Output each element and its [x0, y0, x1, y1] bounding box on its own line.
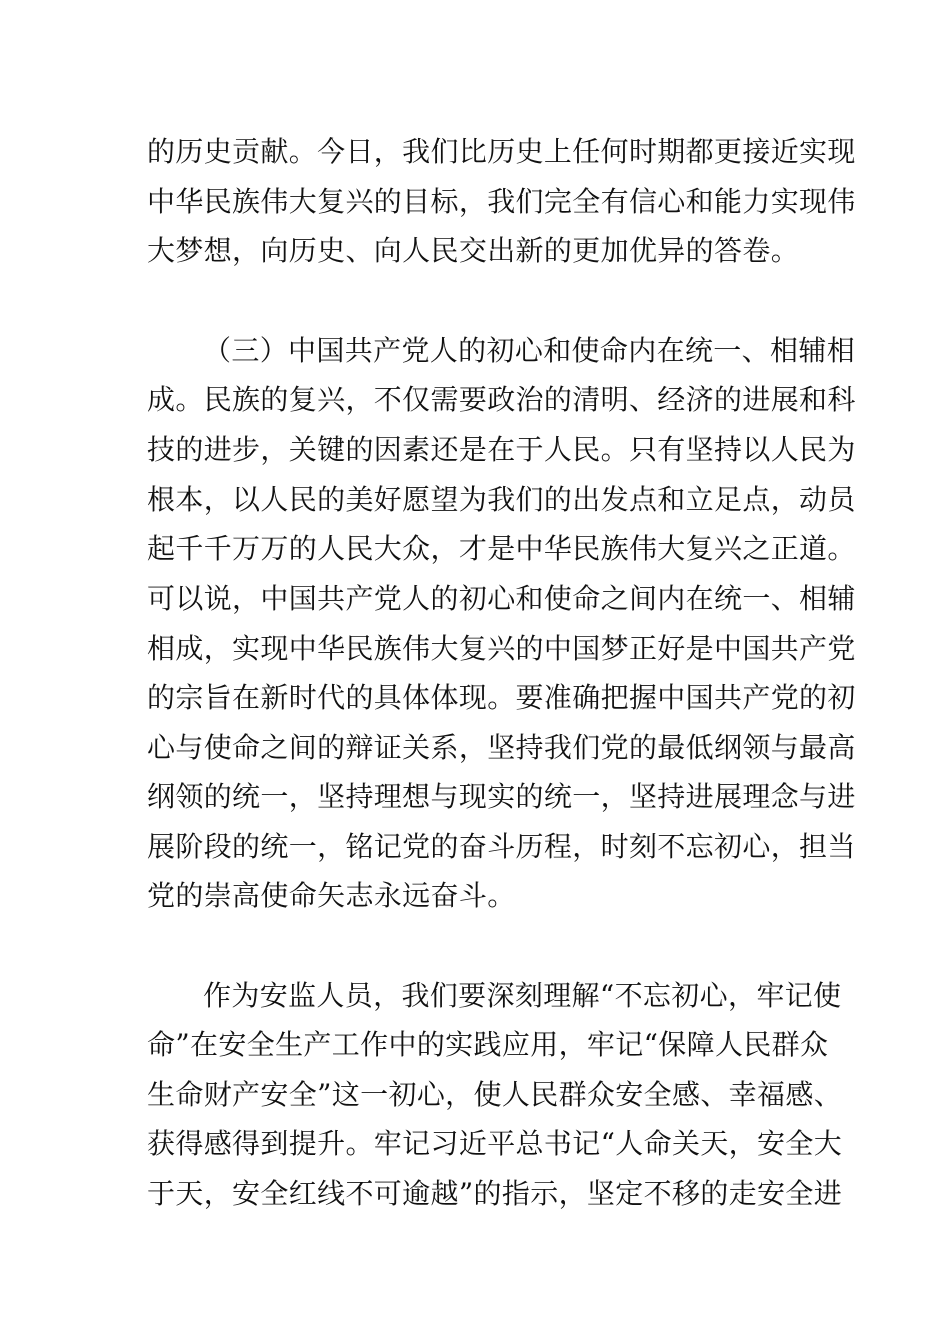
paragraph-3-line-1: 作为安监人员，我们要深刻理解“不忘初心，牢记使	[203, 979, 842, 1012]
paragraph-3-line-4: 获得感得到提升。牢记习近平总书记“人命关天，安全大	[147, 1127, 843, 1160]
paragraph-2-line-1: （三）中国共产党人的初心和使命内在统一、相辅相	[203, 334, 856, 367]
paragraph-2-line-2: 成。民族的复兴，不仅需要政治的清明、经济的进展和科	[147, 383, 856, 416]
paragraph-2-line-12: 党的崇高使命矢志永远奋斗。	[147, 879, 516, 912]
paragraph-2-line-6: 可以说，中国共产党人的初心和使命之间内在统一、相辅	[147, 582, 856, 615]
paragraph-3-line-2: 命”在安全生产工作中的实践应用，牢记“保障人民群众	[147, 1028, 829, 1061]
paragraph-2-line-5: 起千千万万的人民大众，才是中华民族伟大复兴之正道。	[147, 532, 856, 565]
paragraph-2-line-3: 技的进步，关键的因素还是在于人民。只有坚持以人民为	[147, 433, 856, 466]
paragraph-1-line-2: 中华民族伟大复兴的目标，我们完全有信心和能力实现伟	[147, 185, 856, 218]
paragraph-1-line-3: 大梦想，向历史、向人民交出新的更加优异的答卷。	[147, 234, 800, 267]
paragraph-2-line-10: 纲领的统一，坚持理想与现实的统一，坚持进展理念与进	[147, 780, 856, 813]
paragraph-2-line-11: 展阶段的统一，铭记党的奋斗历程，时刻不忘初心，担当	[147, 830, 856, 863]
paragraph-2-line-8: 的宗旨在新时代的具体体现。要准确把握中国共产党的初	[147, 681, 856, 714]
paragraph-2-line-7: 相成，实现中华民族伟大复兴的中国梦正好是中国共产党	[147, 632, 856, 665]
paragraph-3-line-3: 生命财产安全”这一初心，使人民群众安全感、幸福感、	[147, 1078, 843, 1111]
paragraph-2-line-9: 心与使命之间的辩证关系，坚持我们党的最低纲领与最高	[147, 731, 856, 764]
paragraph-3-line-5: 于天，安全红线不可逾越”的指示，坚定不移的走安全进	[147, 1177, 843, 1210]
paragraph-1-line-1: 的历史贡献。今日，我们比历史上任何时期都更接近实现	[147, 135, 856, 168]
paragraph-2-line-4: 根本，以人民的美好愿望为我们的出发点和立足点，动员	[147, 483, 856, 516]
